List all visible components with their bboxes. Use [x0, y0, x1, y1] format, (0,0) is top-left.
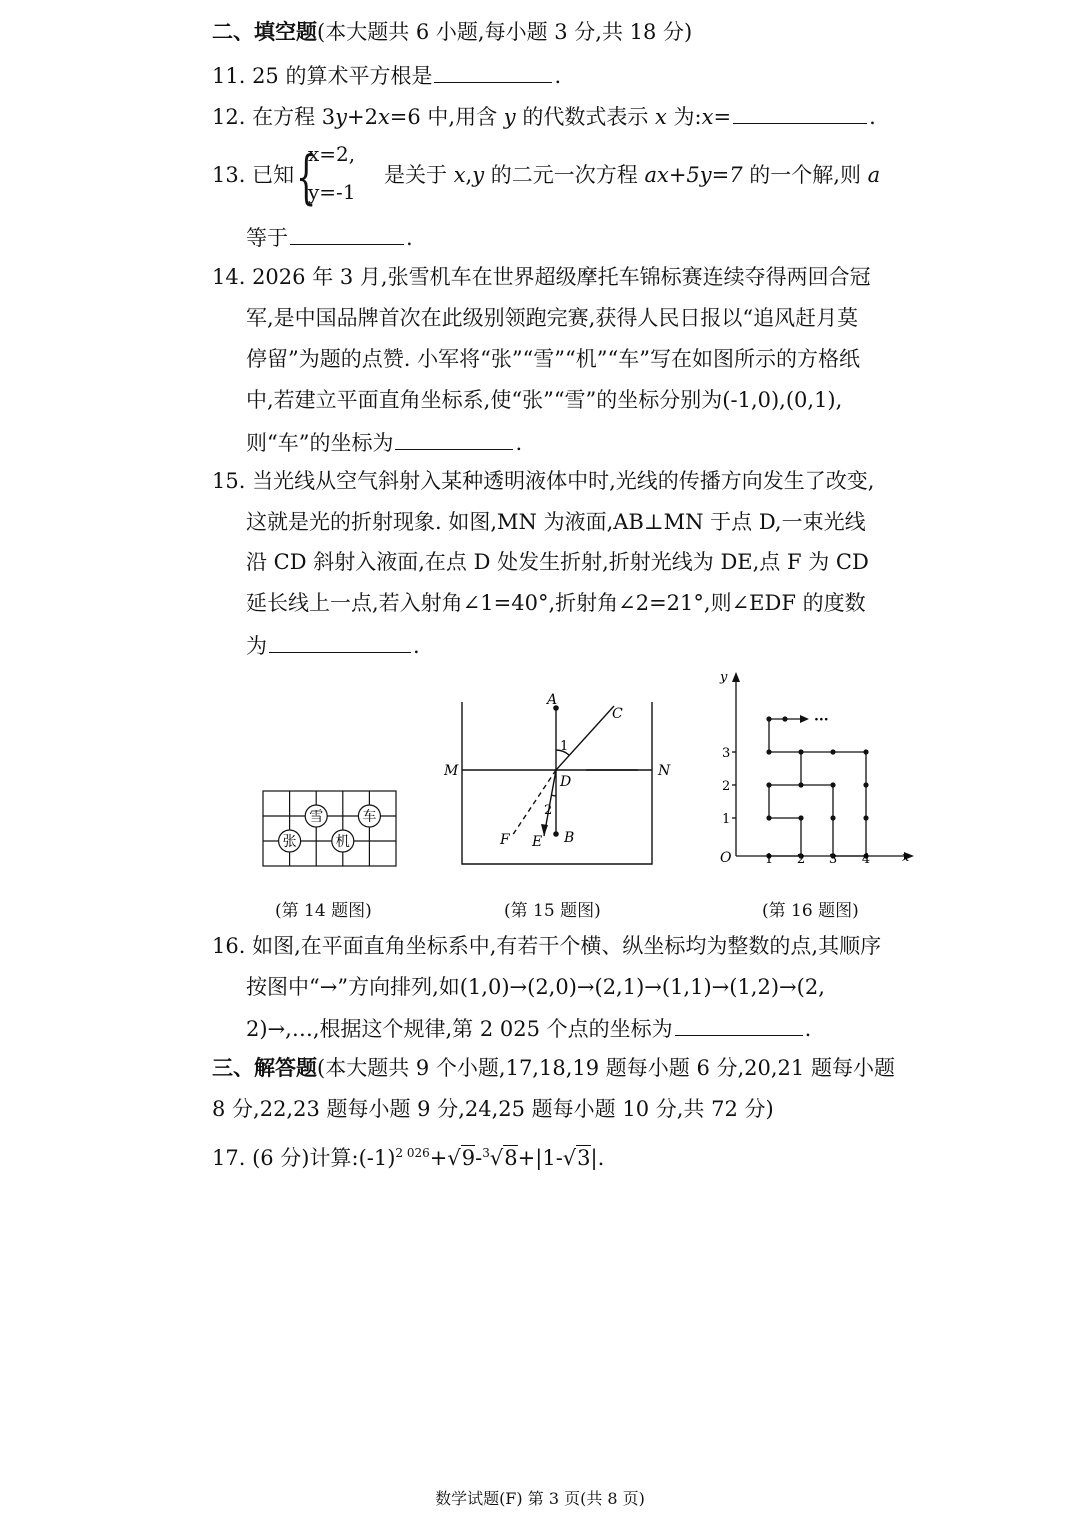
brace-icon: {: [296, 143, 317, 211]
q11-answer-blank[interactable]: [434, 60, 552, 83]
fig16-xtick-1: 1: [764, 852, 774, 867]
fig16-ytick-1: 1: [722, 812, 731, 827]
q16-line1: 16. 如图,在平面直角坐标系中,有若干个横、纵坐标均为整数的点,其顺序: [212, 934, 882, 958]
fig16-y-label: y: [720, 670, 728, 685]
q12-end: .: [869, 105, 876, 129]
q13-row1: x=2,: [308, 142, 356, 166]
q13-var-x: x: [453, 163, 466, 187]
q13-rest2: 的二元一次方程: [484, 163, 645, 187]
fig14-char-zhang: 张: [282, 834, 297, 850]
q15-answer-blank[interactable]: [269, 630, 411, 653]
question-11: [212, 60, 561, 90]
q14-line1: 14. 2026 年 3 月,张雪机车在世界超级摩托车锦标赛连续夺得两回合冠: [212, 265, 871, 289]
q16-answer-blank[interactable]: [675, 1013, 803, 1036]
question-17: [212, 1139, 604, 1172]
q14-line2: 军,是中国品牌首次在此级别领跑完赛,获得人民日报以“追风赶月莫: [246, 306, 859, 330]
fig16-xtick-3: 3: [828, 852, 838, 867]
q12-var-x2: x: [655, 105, 667, 129]
q15-line5: [246, 630, 420, 660]
fig16-dots: ···: [814, 712, 829, 728]
q11-end: .: [554, 64, 562, 88]
q14-line4: 中,若建立平面直角坐标系,使“张”“雪”的坐标分别为(-1,0),(0,1),: [246, 388, 843, 412]
q12-var-x3: x: [701, 105, 714, 129]
label-c: C: [612, 706, 623, 722]
question-12: [212, 101, 876, 131]
q12-var-x: x: [377, 105, 390, 129]
q14-answer-blank[interactable]: [395, 427, 513, 450]
q14-line3: 停留”为题的点赞. 小军将“张”“雪”“机”“车”写在如图所示的方格纸: [246, 347, 860, 371]
q13-comma: ,: [465, 163, 473, 187]
q13-var-y: y: [472, 163, 485, 187]
q16-end: .: [804, 1017, 812, 1041]
fig16-x-label: x: [902, 850, 910, 865]
fig16-ytick-2: 2: [722, 779, 731, 794]
q16-last: 2)→,…,根据这个规律,第 2 025 个点的坐标为: [246, 1017, 673, 1041]
section2-heading: [212, 18, 692, 46]
section2-note: (本大题共 6 小题,每小题 3 分,共 18 分): [317, 20, 693, 44]
q17-exponent: 2 026: [395, 1146, 430, 1160]
section3-title: 三、解答题: [212, 1055, 317, 1080]
q17-cube-index: 3: [482, 1146, 490, 1160]
label-d: D: [560, 774, 572, 790]
fig16-origin: O: [720, 850, 732, 866]
q17-pre: 17. (6 分)计算:(-1): [212, 1146, 396, 1170]
fig14-char-ji: 机: [335, 834, 350, 850]
q14-end: .: [515, 431, 523, 455]
q16-line3: [246, 1013, 811, 1043]
q17-p5: |.: [590, 1146, 605, 1170]
section2-title: 二、填空题: [212, 19, 317, 44]
label-m: M: [444, 763, 459, 779]
fig16-xtick-4: 4: [861, 852, 871, 867]
q17-p1: +√: [429, 1146, 461, 1170]
q17-p3: √: [489, 1146, 504, 1170]
fig15-caption: (第 15 题图): [504, 901, 601, 921]
label-f: F: [500, 832, 510, 848]
q13-var-a: a: [867, 163, 881, 187]
figure-14-grid: [262, 790, 398, 868]
fig16-ytick-3: 3: [722, 746, 731, 761]
question-13: [384, 161, 880, 189]
fig14-char-xue: 雪: [309, 809, 324, 825]
q12-pre: 12. 在方程 3: [212, 105, 336, 129]
q13-number: 13. 已知: [212, 163, 295, 187]
q15-line1: 15. 当光线从空气斜射入某种透明液体中时,光线的传播方向发生了改变,: [212, 469, 875, 493]
angle-2: 2: [544, 803, 553, 818]
q11-text: 11. 25 的算术平方根是: [212, 64, 433, 88]
q15-line2: 这就是光的折射现象. 如图,MN 为液面,AB⊥MN 于点 D,一束光线: [246, 510, 866, 534]
q13-line2: [246, 222, 413, 252]
q12-eq: =: [713, 105, 732, 129]
q15-end: .: [413, 634, 420, 658]
q12-var-y: y: [335, 105, 347, 129]
angle-1: 1: [560, 739, 569, 754]
y-axis-arrow-icon: [732, 672, 740, 682]
fig16-xtick-2: 2: [796, 852, 806, 867]
q14-last: 则“车”的坐标为: [246, 431, 394, 455]
point-b: [553, 831, 559, 837]
q13-row2: y=-1: [308, 180, 356, 204]
section3-note-line2: 8 分,22,23 题每小题 9 分,24,25 题每小题 10 分,共 72 分): [212, 1097, 774, 1121]
q13-equation-system: [296, 142, 386, 212]
q17-p4: +|1-√: [517, 1146, 577, 1170]
q12-mid2: =6 中,用含: [389, 105, 504, 129]
label-a: A: [546, 692, 558, 708]
q12-mid3: 的代数式表示: [515, 105, 656, 129]
section3-note: (本大题共 9 个小题,17,18,19 题每小题 6 分,20,21 题每小题: [317, 1056, 895, 1080]
q13-rest1: 是关于: [384, 163, 454, 187]
q13-equation: ax+5y=7: [644, 163, 743, 187]
label-b: B: [564, 830, 575, 846]
label-n: N: [658, 763, 671, 779]
q15-last: 为: [246, 634, 267, 658]
fig14-char-che: 车: [362, 809, 377, 825]
q15-line3: 沿 CD 斜射入液面,在点 D 处发生折射,折射光线为 DE,点 F 为 CD: [246, 550, 869, 574]
q12-mid4: 为:: [666, 105, 702, 129]
path-arrow-icon: [800, 715, 809, 723]
q13-line2-text: 等于: [246, 226, 288, 250]
q13-end: .: [406, 226, 413, 250]
q14-line5: [246, 427, 522, 457]
figure-15-refraction: [440, 688, 680, 870]
label-e: E: [532, 834, 543, 850]
q17-radicand-9: 9: [461, 1146, 476, 1170]
q17-radicand-8: 8: [504, 1146, 518, 1170]
fig14-caption: (第 14 题图): [275, 901, 372, 921]
figure-16-coordinate-path: [712, 664, 922, 870]
q12-mid1: +2: [346, 105, 378, 129]
q13-answer-blank[interactable]: [290, 222, 404, 245]
fig16-caption: (第 16 题图): [762, 901, 859, 921]
q16-line2: 按图中“→”方向排列,如(1,0)→(2,0)→(2,1)→(1,1)→(1,2)→(2,: [246, 975, 825, 999]
q12-var-y2: y: [503, 105, 516, 129]
q15-line4: 延长线上一点,若入射角∠1=40°,折射角∠2=21°,则∠EDF 的度数: [246, 591, 866, 615]
q13-rest3: 的一个解,则: [742, 163, 868, 187]
q17-radicand-3: 3: [577, 1146, 591, 1170]
section3-heading: [212, 1054, 895, 1082]
page-footer: 数学试题(F) 第 3 页(共 8 页): [435, 1489, 645, 1508]
q17-p2: -: [475, 1146, 483, 1170]
q12-answer-blank[interactable]: [733, 101, 867, 124]
